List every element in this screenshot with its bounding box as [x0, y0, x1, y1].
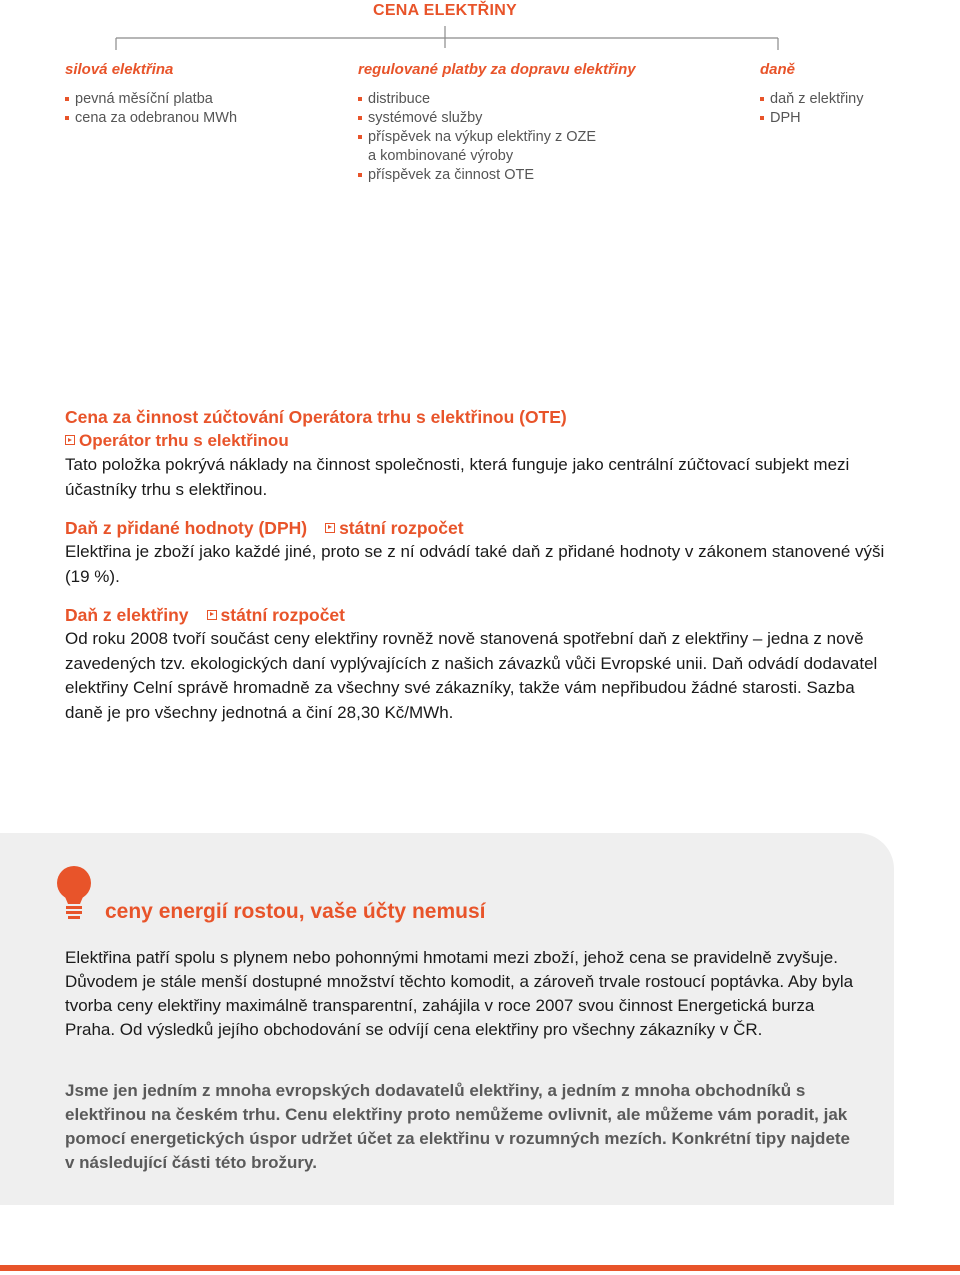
bullet-square-icon	[65, 116, 69, 120]
definition-title-row	[65, 603, 885, 627]
tree-column-dane	[760, 60, 864, 128]
definition-recipient: státní rozpočet	[220, 605, 345, 625]
list-item: příspěvek na výkup elektřiny z OZE	[358, 128, 636, 147]
definition-dph	[65, 516, 885, 589]
list-item: DPH	[760, 109, 864, 128]
list-item: cena za odebranou MWh	[65, 109, 237, 128]
definition-title: Daň z přidané hodnoty (DPH)	[65, 518, 308, 538]
definition-ote	[65, 405, 885, 502]
tip-highlight: Jsme jen jedním z mnoha evropských dodavatelů elektřiny, a jedním z mnoha obchodníků s elektřinou na českém trhu. Cenu elektřiny proto nemůžeme ovlivnit, ale můžeme vám poradit, jak pomocí energetických úspor udržet účet za elektřinu v rozumných mezích. Konkrétní tipy najdete v následující části této brožury.	[65, 1081, 851, 1172]
tree-title: CENA ELEKTŘINY	[372, 2, 518, 19]
definition-title: Cena za činnost zúčtování Operátora trhu s elektřinou (OTE)	[65, 407, 567, 427]
list-item: systémové služby	[358, 109, 636, 128]
bullet-square-icon	[760, 97, 764, 101]
bullet-square-icon	[358, 173, 362, 177]
column-list	[760, 90, 864, 128]
definition-body: Elektřina je zboží jako každé jiné, proto se z ní odvádí také daň z přidané hodnoty v zákonem stanovené výši (19 %).	[65, 542, 885, 586]
column-list	[65, 90, 237, 128]
definition-body: Od roku 2008 tvoří součást ceny elektřiny rovněž nově stanovená spotřební daň z elektřiny – jedna z nově zavedených tzv. ekologických daní vyplývajících z našich závazků vůči Evropské unii. Daň odvádí dodavatel elektřiny Celní správě hromadně za všechny své zákazníky, takže vám nepřibudou žádné starosti. Sazba daně je pro všechny jednotná a činí 28,30 Kč/MWh.	[65, 629, 878, 722]
tree-column-regulovane	[358, 60, 636, 185]
column-heading: regulované platby za dopravu elektřiny	[358, 61, 636, 78]
bullet-square-icon	[358, 135, 362, 139]
definition-title-row	[65, 516, 885, 540]
column-heading: daně	[760, 61, 796, 78]
list-item-continuation: a kombinované výroby	[368, 148, 514, 164]
column-heading: silová elektřina	[65, 61, 174, 78]
definition-recipient: Operátor trhu s elektřinou	[65, 429, 885, 453]
bullet-square-icon	[358, 97, 362, 101]
list-item: příspěvek za činnost OTE	[358, 166, 636, 185]
list-item: daň z elektřiny	[760, 90, 864, 109]
arrow-box-icon	[207, 610, 217, 620]
bullet-square-icon	[358, 116, 362, 120]
definition-title: Daň z elektřiny	[65, 605, 189, 625]
arrow-box-icon	[65, 435, 75, 445]
tree-column-silova	[65, 60, 237, 128]
tree-connector-lines	[0, 0, 960, 60]
bottom-accent-rule	[0, 1265, 960, 1271]
arrow-box-icon	[325, 523, 335, 533]
definition-recipient: státní rozpočet	[339, 518, 464, 538]
lightbulb-icon	[55, 866, 95, 922]
price-components-definitions	[65, 405, 885, 739]
tip-title: ceny energií rostou, vaše účty nemusí	[105, 900, 486, 923]
definition-dan-z-elektriny	[65, 603, 885, 725]
tip-body: Elektřina patří spolu s plynem nebo pohonnými hmotami mezi zboží, jehož cena se pravidelně zvyšuje. Důvodem je stále menší dostupné množství těchto komodit, a zároveň trvale rostoucí poptávka. Aby byla tvorba ceny elektřiny maximálně transparentní, zahájila v roce 2007 svou činnost Energetická burza Praha. Od výsledků jejího obchodování se odvíjí cena elektřiny pro všechny zákazníky v ČR.	[65, 948, 854, 1039]
definition-body: Tato položka pokrývá náklady na činnost společnosti, která funguje jako centrální zúčtovací subjekt mezi účastníky trhu s elektřinou.	[65, 455, 850, 499]
column-list	[358, 90, 636, 185]
list-item: pevná měsíční platba	[65, 90, 237, 109]
bullet-square-icon	[65, 97, 69, 101]
list-item: distribuce	[358, 90, 636, 109]
bullet-square-icon	[760, 116, 764, 120]
